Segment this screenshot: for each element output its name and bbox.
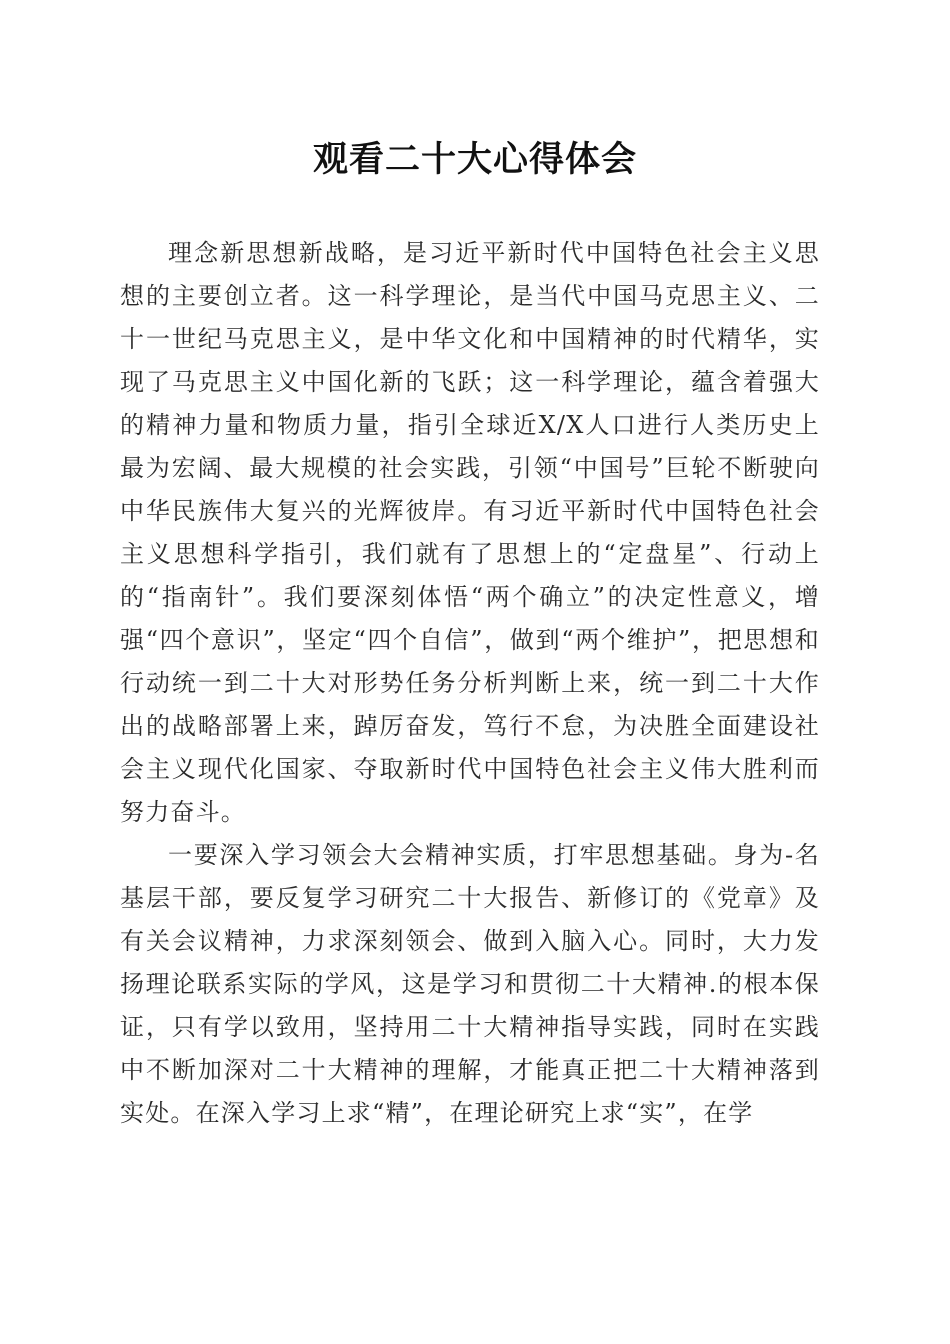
paragraph-1: 理念新思想新战略，是习近平新时代中国特色社会主义思想的主要创立者。这一科学理论，是当代中国马克思主义、二十一世纪马克思主义，是中华文化和中国精神的时代精华，实现了马克思主义中国化新的飞跃；这一科学理论，蕴含着强大的精神力量和物质力量，指引全球近X/X人口进行人类历史上最为宏阔、最大规模的社会实践，引领“中国号”巨轮不断驶向中华民族伟大复兴的光辉彼岸。有习近平新时代中国特色社会主义思想科学指引，我们就有了思想上的“定盘星”、行动上的“指南针”。我们要深刻体悟“两个确立”的决定性意义，增强“四个意识”，坚定“四个自信”，做到“两个维护”，把思想和行动统一到二十大对形势任务分析判断上来，统一到二十大作出的战略部署上来，踔厉奋发，笃行不怠，为决胜全面建设社会主义现代化国家、夺取新时代中国特色社会主义伟大胜利而努力奋斗。: [120, 239, 820, 826]
paragraph-2: 一要深入学习领会大会精神实质，打牢思想基础。身为-名基层干部，要反复学习研究二十大报告、新修订的《党章》及有关会议精神，力求深刻领会、做到入脑入心。同时，大力发扬理论联系实际的学风，这是学习和贯彻二十大精神.的根本保证，只有学以致用，坚持用二十大精神指导实践，同时在实践中不断加深对二十大精神的理解，才能真正把二十大精神落到实处。在深入学习上求“精”，在理论研究上求“实”，在学: [120, 841, 820, 1127]
document-body: [120, 232, 820, 1135]
document-title: 观看二十大心得体会: [312, 139, 637, 180]
